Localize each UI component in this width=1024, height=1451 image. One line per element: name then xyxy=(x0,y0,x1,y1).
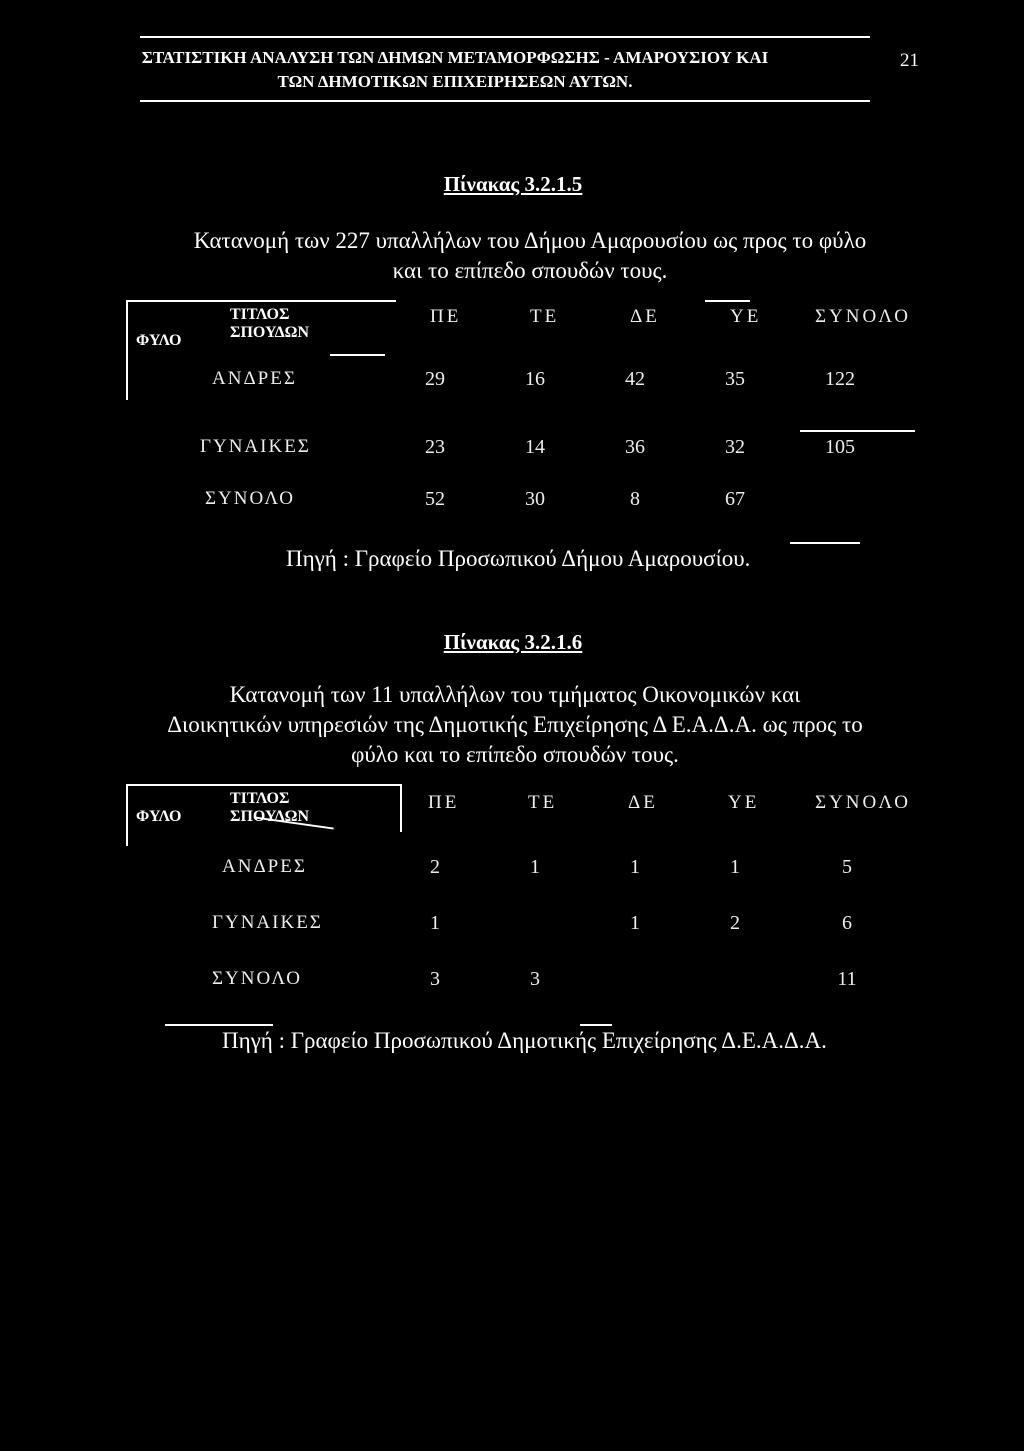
table1-source: Πηγή : Γραφείο Προσωπικού Δήμου Αμαρουσίου. xyxy=(286,546,751,571)
table2-cell: 1 xyxy=(530,856,540,878)
table2-caption-line3: φύλο και το επίπεδο σπουδών τους. xyxy=(351,742,679,767)
table2-source: Πηγή : Γραφείο Προσωπικού Δημοτικής Επιχείρησης Δ.Ε.Α.Δ.Α. xyxy=(222,1028,827,1053)
table2-cell: 1 xyxy=(630,856,640,878)
table1-corner-rule xyxy=(330,354,385,356)
table1-cell: 105 xyxy=(825,436,855,458)
table2-corner-vrule xyxy=(400,784,402,832)
table1-cell: 35 xyxy=(725,368,745,390)
table1-caption xyxy=(150,226,910,286)
table2-cell: 2 xyxy=(430,856,440,878)
table1-left-rule xyxy=(126,300,128,400)
page-number: 21 xyxy=(900,50,919,71)
table2-number: Πίνακας 3.2.1.6 xyxy=(443,630,583,654)
table1-cell: 14 xyxy=(525,436,545,458)
table2-row-women-label: ΓΥΝΑΙΚΕΣ xyxy=(212,912,323,933)
table2-top-rule xyxy=(126,784,402,786)
table2-caption xyxy=(120,680,910,770)
table2-col-pe: ΠΕ xyxy=(428,792,460,813)
table1-cell: 32 xyxy=(725,436,745,458)
table1-cell: 23 xyxy=(425,436,445,458)
table2-cell: 5 xyxy=(842,856,852,878)
table2-cell: 3 xyxy=(530,968,540,990)
table2-cell: 2 xyxy=(730,912,740,934)
header-top-rule xyxy=(140,36,870,38)
table1-row-men-label: ΑΝΔΡΕΣ xyxy=(212,368,297,389)
table1-corner-top: ΤΙΤΛΟΣ ΣΠΟΥΔΩΝ xyxy=(230,306,310,341)
table2-col-total: ΣΥΝΟΛΟ xyxy=(815,792,912,813)
table1-cell: 8 xyxy=(630,488,640,510)
table2-corner-top: ΤΙΤΛΟΣ ΣΠΟΥΔΩΝ xyxy=(230,790,310,825)
table1-cell: 122 xyxy=(825,368,855,390)
table1-bottom-rule xyxy=(790,542,860,544)
table1-col-total: ΣΥΝΟΛΟ xyxy=(815,306,912,327)
table1-col-ye: ΥΕ xyxy=(730,306,762,327)
table1-cell: 29 xyxy=(425,368,445,390)
table1-top-rule xyxy=(126,300,396,302)
header-title-line1: ΣΤΑΤΙΣΤΙΚΗ ΑΝΑΛΥΣΗ ΤΩΝ ΔΗΜΩΝ ΜΕΤΑΜΟΡΦΩΣΗΣ - ΑΜΑΡΟΥΣΙΟΥ ΚΑΙ xyxy=(141,48,769,67)
running-header xyxy=(140,46,770,94)
table2-left-rule xyxy=(126,784,128,846)
table1-col-te: ΤΕ xyxy=(530,306,560,327)
header-bottom-rule xyxy=(140,100,870,102)
table2-cell: 1 xyxy=(730,856,740,878)
table2-row-men-label: ΑΝΔΡΕΣ xyxy=(222,856,307,877)
table1-cell: 42 xyxy=(625,368,645,390)
table1-column-rule xyxy=(705,300,750,302)
table2-cell: 3 xyxy=(430,968,440,990)
table1-row-total-label: ΣΥΝΟΛΟ xyxy=(205,488,296,509)
table1-row-women-label: ΓΥΝΑΙΚΕΣ xyxy=(200,436,311,457)
table1-total-rule xyxy=(800,430,915,432)
table2-cell: 1 xyxy=(430,912,440,934)
table2-cell: 11 xyxy=(837,968,857,990)
table2-col-de: ΔΕ xyxy=(628,792,658,813)
table2-cell: 6 xyxy=(842,912,852,934)
table1-col-pe: ΠΕ xyxy=(430,306,462,327)
table1-cell: 67 xyxy=(725,488,745,510)
table1-cell: 30 xyxy=(525,488,545,510)
table1-col-de: ΔΕ xyxy=(630,306,660,327)
table2-caption-line1: Κατανομή των 11 υπαλλήλων του τμήματος Οικονομικών και xyxy=(229,682,801,707)
table2-col-te: ΤΕ xyxy=(528,792,558,813)
table2-caption-line2: Διοικητικών υπηρεσιών της Δημοτικής Επιχείρησης Δ Ε.Α.Δ.Α. ως προς το xyxy=(167,712,863,737)
table1-number: Πίνακας 3.2.1.5 xyxy=(443,172,583,196)
table2-col-ye: ΥΕ xyxy=(728,792,760,813)
table2-corner-bottom: ΦΥΛΟ xyxy=(136,808,182,825)
table2-bottom-rule-right xyxy=(580,1024,612,1026)
table1-corner-bottom: ΦΥΛΟ xyxy=(136,332,182,349)
table1-cell: 52 xyxy=(425,488,445,510)
table2-row-total-label: ΣΥΝΟΛΟ xyxy=(212,968,303,989)
header-title-line2: ΤΩΝ ΔΗΜΟΤΙΚΩΝ ΕΠΙΧΕΙΡΗΣΕΩΝ ΑΥΤΩΝ. xyxy=(277,72,633,91)
table1-cell: 36 xyxy=(625,436,645,458)
table1-cell: 16 xyxy=(525,368,545,390)
table2-bottom-rule-left xyxy=(165,1024,273,1026)
table1-caption-line1: Κατανομή των 227 υπαλλήλων του Δήμου Αμαρουσίου ως προς το φύλο xyxy=(193,228,867,253)
table2-cell: 1 xyxy=(630,912,640,934)
table1-caption-line2: και το επίπεδο σπουδών τους. xyxy=(392,258,668,283)
